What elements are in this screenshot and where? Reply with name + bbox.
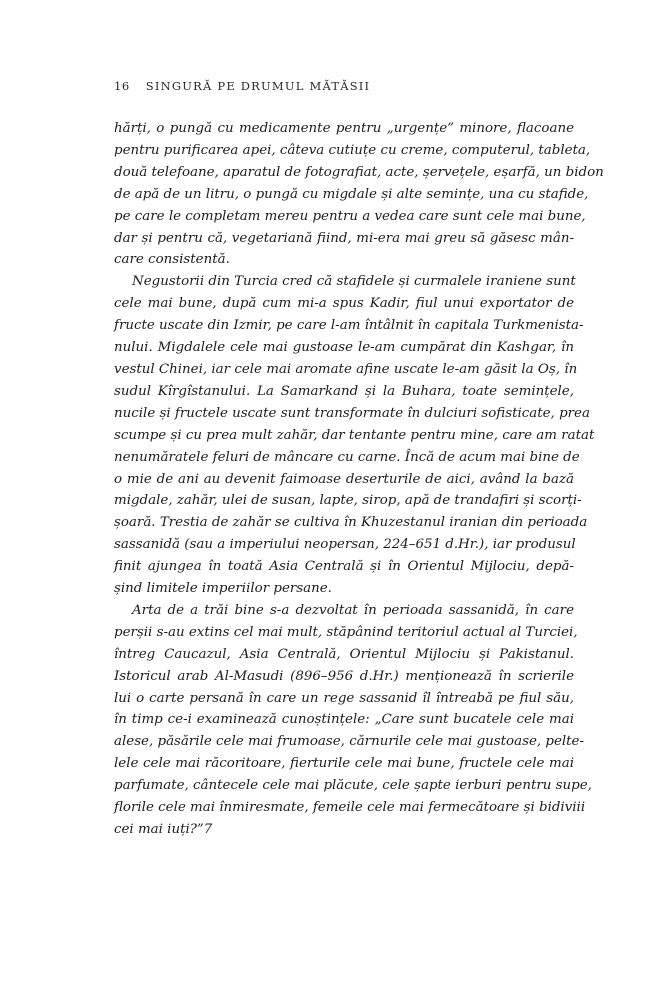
text-line: dar și pentru că, vegetariană fiind, mi-era mai greu să găsesc mân- xyxy=(114,230,574,246)
text-line: cele mai bune, după cum mi-a spus Kadir, fiul unui exportator de xyxy=(114,296,574,312)
running-head xyxy=(114,79,370,93)
paragraph-1 xyxy=(114,118,604,271)
text-line: care consistentă. xyxy=(114,252,230,268)
text-line: Negustorii din Turcia cred că stafidele și curmalele iraniene sunt xyxy=(132,274,576,290)
text-line: o mie de ani au devenit faimoase deserturile de aici, având la bază xyxy=(114,471,574,487)
text-line: nului. Migdalele cele mai gustoase le-am cumpărat din Kashgar, în xyxy=(114,340,574,356)
text-line: florile cele mai înmiresmate, femeile cele mai fermecătoare și bidiviii xyxy=(114,800,586,816)
text-line: perșii s-au extins cel mai mult, stăpânind teritoriul actual al Turciei, xyxy=(114,624,578,640)
text-line: sudul Kîrgîstanului. La Samarkand și la Buhara, toate semințele, xyxy=(114,383,574,399)
text-line: nucile și fructele uscate sunt transformate în dulciuri sofisticate, prea xyxy=(114,405,590,421)
text-line: de apă de un litru, o pungă cu migdale și alte semințe, una cu stafide, xyxy=(114,186,589,202)
book-title: SINGURĂ PE DRUMUL MĂTĂSII xyxy=(145,79,371,93)
text-line: sassanidă (sau a imperiului neopersan, 224–651 d.Hr.), iar produsul xyxy=(114,537,576,553)
body-text xyxy=(114,118,604,841)
text-line: Istoricul arab Al-Masudi (896–956 d.Hr.) menționează în scrierile xyxy=(114,668,574,684)
text-line: fructe uscate din Izmir, pe care l-am întâlnit în capitala Turkmenista- xyxy=(114,318,584,334)
text-line: șoară. Trestia de zahăr se cultiva în Khuzestanul iranian din perioada xyxy=(114,515,588,531)
text-line: alese, păsările cele mai frumoase, cărnurile cele mai gustoase, pelte- xyxy=(114,734,584,750)
text-line: două telefoane, aparatul de fotografiat, acte, șervețele, eșarfă, un bidon xyxy=(114,164,604,180)
paragraph-3 xyxy=(114,600,592,841)
text-line: Arta de a trăi bine s-a dezvoltat în perioada sassanidă, în care xyxy=(132,602,574,618)
text-line: nenumăratele feluri de mâncare cu carne. Încă de acum mai bine de xyxy=(114,449,580,465)
text-line: pentru purificarea apei, câteva cutiuțe cu creme, computerul, tableta, xyxy=(114,142,591,158)
text-line: întreg Caucazul, Asia Centrală, Orientul Mijlociu și Pakistanul. xyxy=(114,646,574,662)
text-line: pe care le completam mereu pentru a vedea care sunt cele mai bune, xyxy=(114,208,586,224)
paragraph-2 xyxy=(114,271,595,600)
text-line: în timp ce-i examinează cunoștințele: „Care sunt bucatele cele mai xyxy=(114,712,574,728)
text-line: șind limitele imperiilor persane. xyxy=(114,581,332,597)
text-line: migdale, zahăr, ulei de susan, lapte, sirop, apă de trandafiri și scorți- xyxy=(114,493,582,509)
text-line: finit ajungea în toată Asia Centrală și în Orientul Mijlociu, depă- xyxy=(114,559,574,575)
text-line: parfumate, cântecele cele mai plăcute, cele șapte ierburi pentru supe, xyxy=(114,778,592,794)
text-line: lui o carte persană în care un rege sassanid îl întreabă pe fiul său, xyxy=(114,690,574,706)
text-line: vestul Chinei, iar cele mai aromate afine uscate le-am găsit la Oș, în xyxy=(114,361,578,377)
text-line: hărți, o pungă cu medicamente pentru „urgențe” minore, flacoane xyxy=(114,121,574,136)
text-line: scumpe și cu prea mult zahăr, dar tentante pentru mine, care am ratat xyxy=(114,427,595,443)
page-number: 16 xyxy=(114,79,130,93)
text-line: cei mai iuți?”7 xyxy=(114,822,213,837)
text-line: lele cele mai răcoritoare, fierturile cele mai bune, fructele cele mai xyxy=(114,756,574,772)
